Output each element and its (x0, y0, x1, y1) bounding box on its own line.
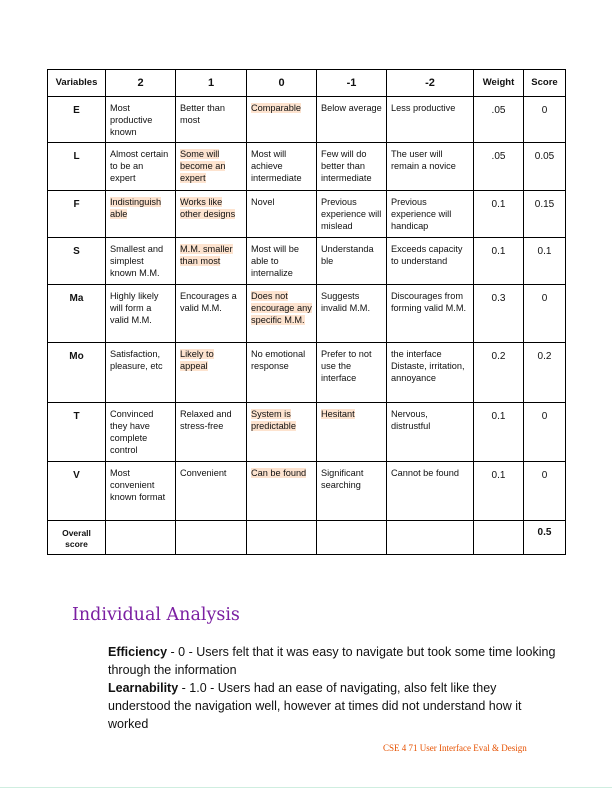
cell-minus-2: Discourages from forming valid M.M. (387, 285, 474, 343)
table-row (48, 343, 566, 403)
cell-0 (247, 403, 317, 462)
section-title: Individual Analysis (72, 605, 240, 625)
score-cell: 0.1 (524, 238, 566, 285)
weight-cell: 0.2 (474, 343, 524, 403)
cell-1 (176, 143, 247, 191)
variable-cell: Mo (48, 343, 106, 403)
cell-0 (247, 97, 317, 143)
cell-2: Most convenient known format (106, 462, 176, 521)
highlighted-text: Can be found (251, 468, 307, 478)
header-minus-2: -2 (387, 70, 474, 97)
cell-0: Most will achieve intermediate (247, 143, 317, 191)
weight-cell: 0.3 (474, 285, 524, 343)
cell-2: Highly likely will form a valid M.M. (106, 285, 176, 343)
cell-minus-2: The user will remain a novice (387, 143, 474, 191)
cell-1: Better than most (176, 97, 247, 143)
highlighted-text: System is predictable (251, 409, 296, 431)
cell-1 (176, 191, 247, 238)
variable-cell: F (48, 191, 106, 238)
empty-cell (247, 521, 317, 555)
analysis-term: Learnability (108, 681, 179, 695)
variable-cell: S (48, 238, 106, 285)
cell-1: Encourages a valid M.M. (176, 285, 247, 343)
highlighted-text: Does not encourage any specific M.M. (251, 291, 312, 325)
cell-minus-2: Cannot be found (387, 462, 474, 521)
cell-minus-1: Few will do better than intermediate (317, 143, 387, 191)
cell-2: Convinced they have complete control (106, 403, 176, 462)
score-cell: 0 (524, 285, 566, 343)
cell-1 (176, 343, 247, 403)
score-cell: 0.15 (524, 191, 566, 238)
header-minus-1: -1 (317, 70, 387, 97)
empty-cell (176, 521, 247, 555)
cell-minus-2: Nervous, distrustful (387, 403, 474, 462)
score-cell: 0 (524, 97, 566, 143)
cell-minus-1: Understanda ble (317, 238, 387, 285)
weight-cell: 0.1 (474, 191, 524, 238)
highlighted-text: Comparable (251, 103, 302, 113)
score-cell: 0.2 (524, 343, 566, 403)
score-cell: 0.05 (524, 143, 566, 191)
weight-cell: .05 (474, 97, 524, 143)
cell-minus-2: Less productive (387, 97, 474, 143)
cell-0: Most will be able to internalize (247, 238, 317, 285)
highlighted-text: M.M. smaller than most (180, 244, 233, 266)
weight-cell: 0.1 (474, 403, 524, 462)
table-row (48, 191, 566, 238)
cell-1: Relaxed and stress-free (176, 403, 247, 462)
variable-cell: T (48, 403, 106, 462)
table-row (48, 285, 566, 343)
evaluation-table (47, 69, 566, 555)
cell-2: Smallest and simplest known M.M. (106, 238, 176, 285)
overall-label: Overall score (48, 521, 106, 555)
cell-2: Satisfaction, pleasure, etc (106, 343, 176, 403)
cell-minus-1 (317, 403, 387, 462)
analysis-item-learnability (108, 679, 558, 733)
table-row (48, 462, 566, 521)
cell-minus-2: Previous experience will handicap (387, 191, 474, 238)
cell-minus-2: Exceeds capacity to understand (387, 238, 474, 285)
highlighted-text: Likely to appeal (180, 349, 214, 371)
cell-minus-1: Previous experience will mislead (317, 191, 387, 238)
table-row (48, 238, 566, 285)
cell-minus-1: Below average (317, 97, 387, 143)
page-bottom-divider (0, 787, 612, 788)
header-0: 0 (247, 70, 317, 97)
cell-0 (247, 462, 317, 521)
cell-2: Almost certain to be an expert (106, 143, 176, 191)
analysis-body (108, 643, 558, 733)
header-score: Score (524, 70, 566, 97)
table-header-row (48, 70, 566, 97)
variable-cell: L (48, 143, 106, 191)
cell-2 (106, 191, 176, 238)
highlighted-text: Works like other designs (180, 197, 236, 219)
cell-0: Novel (247, 191, 317, 238)
header-variables: Variables (48, 70, 106, 97)
variable-cell: V (48, 462, 106, 521)
overall-score: 0.5 (524, 521, 566, 555)
cell-minus-2: the interface Distaste, irritation, annoyance (387, 343, 474, 403)
cell-1: Convenient (176, 462, 247, 521)
highlighted-text: Indistinguish able (110, 197, 162, 219)
highlighted-text: Hesitant (321, 409, 355, 419)
cell-2: Most productive known (106, 97, 176, 143)
analysis-term: Efficiency (108, 645, 168, 659)
variable-cell: Ma (48, 285, 106, 343)
analysis-text: - 1.0 - Users had an ease of navigating, also felt like they understood the navigation well, however at times did not understand how it worked (108, 681, 522, 731)
header-weight: Weight (474, 70, 524, 97)
header-2: 2 (106, 70, 176, 97)
weight-cell: .05 (474, 143, 524, 191)
highlighted-text: Some will become an expert (180, 149, 226, 183)
cell-0: No emotional response (247, 343, 317, 403)
weight-cell: 0.1 (474, 462, 524, 521)
score-cell: 0 (524, 462, 566, 521)
variable-cell: E (48, 97, 106, 143)
cell-minus-1: Suggests invalid M.M. (317, 285, 387, 343)
page-footer: CSE 4 71 User Interface Eval & Design (383, 743, 527, 753)
analysis-text: - 0 - Users felt that it was easy to navigate but took some time looking through the information (108, 645, 556, 677)
table-row (48, 97, 566, 143)
empty-cell (474, 521, 524, 555)
table-row (48, 403, 566, 462)
cell-minus-1: Significant searching (317, 462, 387, 521)
analysis-item-efficiency (108, 643, 558, 679)
cell-minus-1: Prefer to not use the interface (317, 343, 387, 403)
empty-cell (317, 521, 387, 555)
header-1: 1 (176, 70, 247, 97)
cell-1 (176, 238, 247, 285)
cell-0 (247, 285, 317, 343)
overall-row (48, 521, 566, 555)
weight-cell: 0.1 (474, 238, 524, 285)
empty-cell (387, 521, 474, 555)
score-cell: 0 (524, 403, 566, 462)
empty-cell (106, 521, 176, 555)
table-row (48, 143, 566, 191)
